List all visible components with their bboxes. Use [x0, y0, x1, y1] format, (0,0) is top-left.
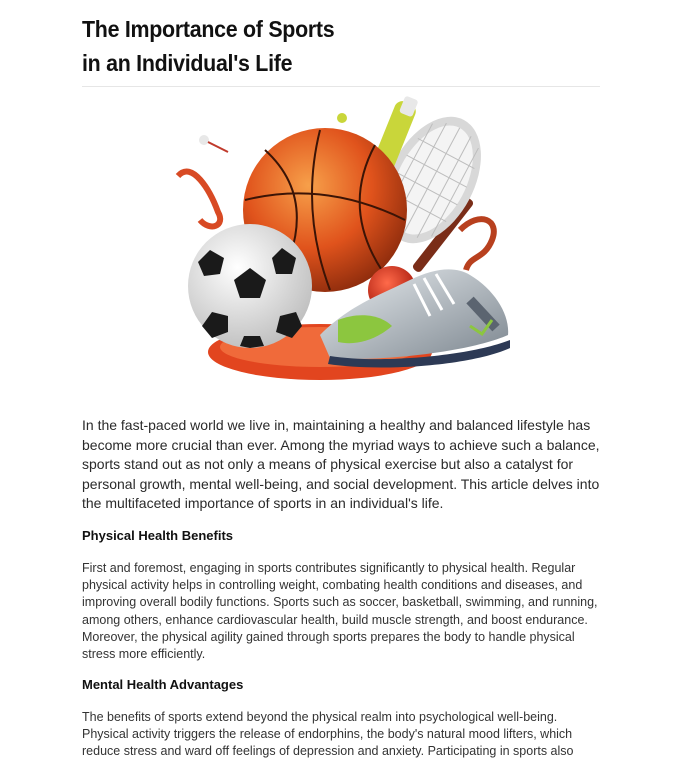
- section-body-mental-health: The benefits of sports extend beyond the physical realm into psychological well-being. Physical activity triggers the release of endorphins, the body's natural mood lifters, which reduce stress and ward off feelings of depression and anxiety. Participating in sports also: [82, 710, 574, 759]
- intro-paragraph: In the fast-paced world we live in, maintaining a healthy and balanced lifestyle has become more crucial than ever. Among the myriad ways to achieve such a balance, sports stand out as not only a means of physical exercise but also a catalyst for personal growth, mental well-being, and social development. This article delves into the multifaceted importance of sports in an individual's life.: [82, 417, 600, 511]
- title-divider: [82, 86, 600, 87]
- article: [82, 12, 600, 759]
- page-title: [82, 12, 564, 80]
- section-heading-mental-health: Mental Health Advantages: [82, 677, 244, 692]
- title-line-1: The Importance of Sports: [82, 16, 335, 42]
- sports-equipment-illustration: [170, 90, 510, 390]
- section-body-physical-health: First and foremost, engaging in sports contributes significantly to physical health. Regular physical activity helps in controlling weight, combating health conditions and diseases, and improving overall bodily functions. Sports such as soccer, basketball, swimming, and running, among others, enhance cardiovascular health, build muscle strength, and boost endurance. Moreover, the physical agility gained through sports prepares the body to handle physical stress more efficiently.: [82, 561, 598, 662]
- section-heading-physical-health: Physical Health Benefits: [82, 528, 233, 543]
- soccer-ball-shape: [188, 224, 312, 348]
- hero-image: [170, 90, 510, 390]
- title-line-2: in an Individual's Life: [82, 50, 293, 76]
